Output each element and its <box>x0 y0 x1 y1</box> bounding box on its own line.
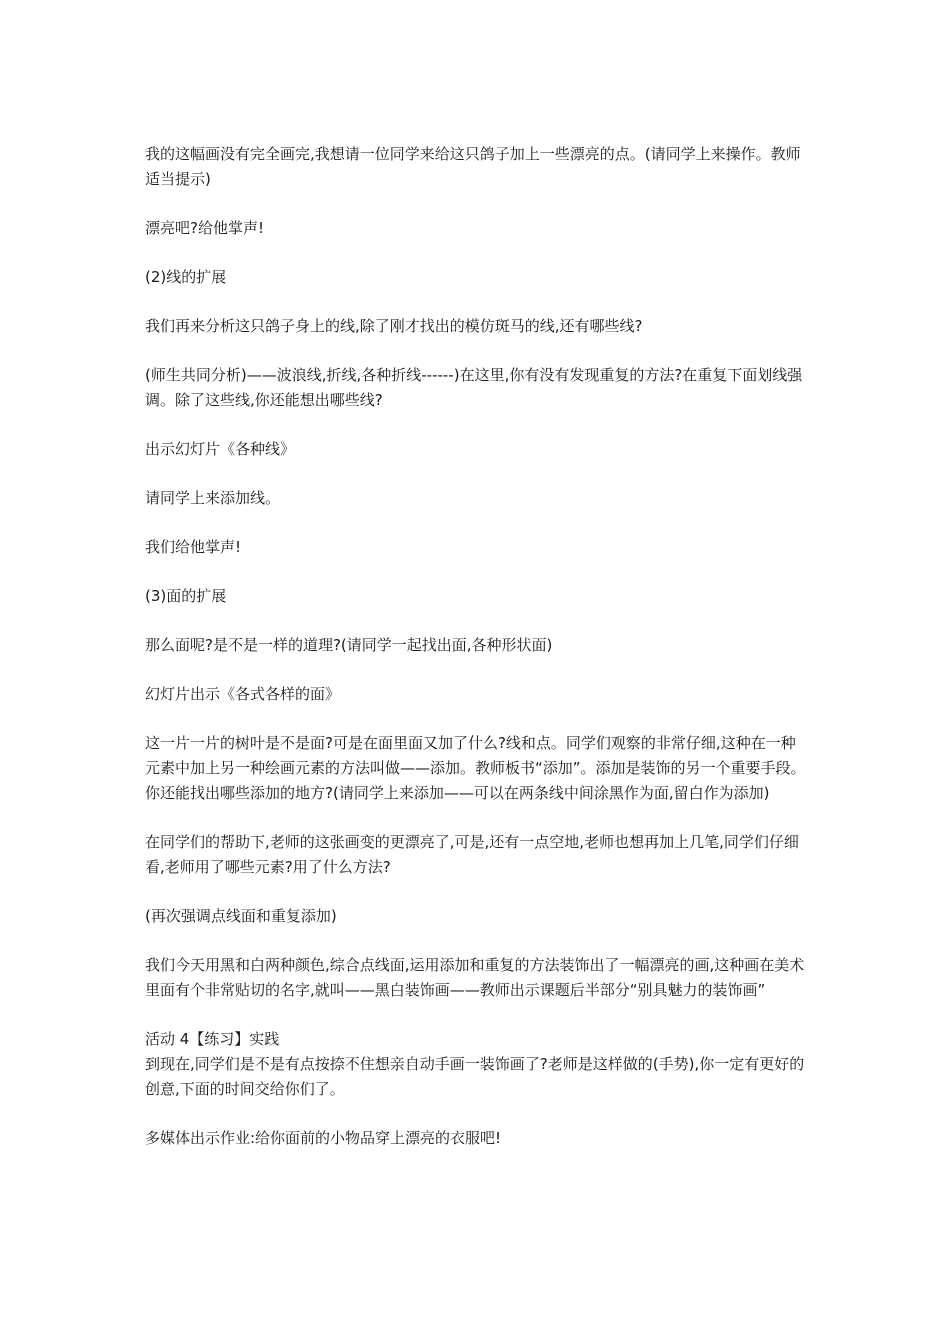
paragraph-decorate-dots: 我的这幅画没有完全画完,我想请一位同学来给这只鸽子加上一些漂亮的点。(请同学上来操作。教师适当提示) <box>145 145 801 188</box>
paragraph-analyze-lines: 我们再来分析这只鸽子身上的线,除了刚才找出的模仿斑马的线,还有哪些线? <box>145 317 643 335</box>
document-body <box>145 142 810 1175</box>
paragraph-joint-analysis: (师生共同分析)——波浪线,折线,各种折线------)在这里,你有没有发现重复的方法?在重复下面划线强调。除了这些线,你还能想出哪些线? <box>145 366 803 409</box>
paragraph-add-lines: 请同学上来添加线。 <box>145 489 281 507</box>
paragraph-summary: 我们今天用黑和白两种颜色,综合点线面,运用添加和重复的方法装饰出了一幅漂亮的画,这种画在美术里面有个非常贴切的名字,就叫——黑白装饰画——教师出示课题后半部分“别具魅力的装饰画” <box>145 956 805 999</box>
paragraph-leaves-adding: 这一片一片的树叶是不是面?可是在面里面又加了什么?线和点。同学们观察的非常仔细,这种在一种元素中加上另一种绘画元素的方法叫做——添加。教师板书“添加”。添加是装饰的另一个重要手段。你还能找出哪些添加的地方?(请同学上来添加——可以在两条线中间涂黑作为面,留白作为添加) <box>145 734 806 802</box>
paragraph-slide-planes: 幻灯片出示《各式各样的面》 <box>145 685 341 703</box>
paragraph-applause-1: 漂亮吧?给他掌声! <box>145 219 264 237</box>
paragraph-emphasize: (再次强调点线面和重复添加) <box>145 907 337 925</box>
section-heading-lines: (2)线的扩展 <box>145 268 227 286</box>
activity-heading: 活动 4【练习】实践 <box>145 1030 280 1048</box>
paragraph-slide-lines: 出示幻灯片《各种线》 <box>145 440 296 458</box>
paragraph-find-planes: 那么面呢?是不是一样的道理?(请同学一起找出面,各种形状面) <box>145 636 553 654</box>
paragraph-homework: 多媒体出示作业:给你面前的小物品穿上漂亮的衣服吧! <box>145 1129 502 1147</box>
paragraph-practice: 到现在,同学们是不是有点按捺不住想亲自动手画一装饰画了?老师是这样做的(手势),你一定有更好的创意,下面的时间交给你们了。 <box>145 1055 805 1098</box>
paragraph-teacher-drawing: 在同学们的帮助下,老师的这张画变的更漂亮了,可是,还有一点空地,老师也想再加上几笔,同学们仔细看,老师用了哪些元素?用了什么方法? <box>145 833 799 876</box>
section-heading-planes: (3)面的扩展 <box>145 587 227 605</box>
paragraph-applause-2: 我们给他掌声! <box>145 538 242 556</box>
